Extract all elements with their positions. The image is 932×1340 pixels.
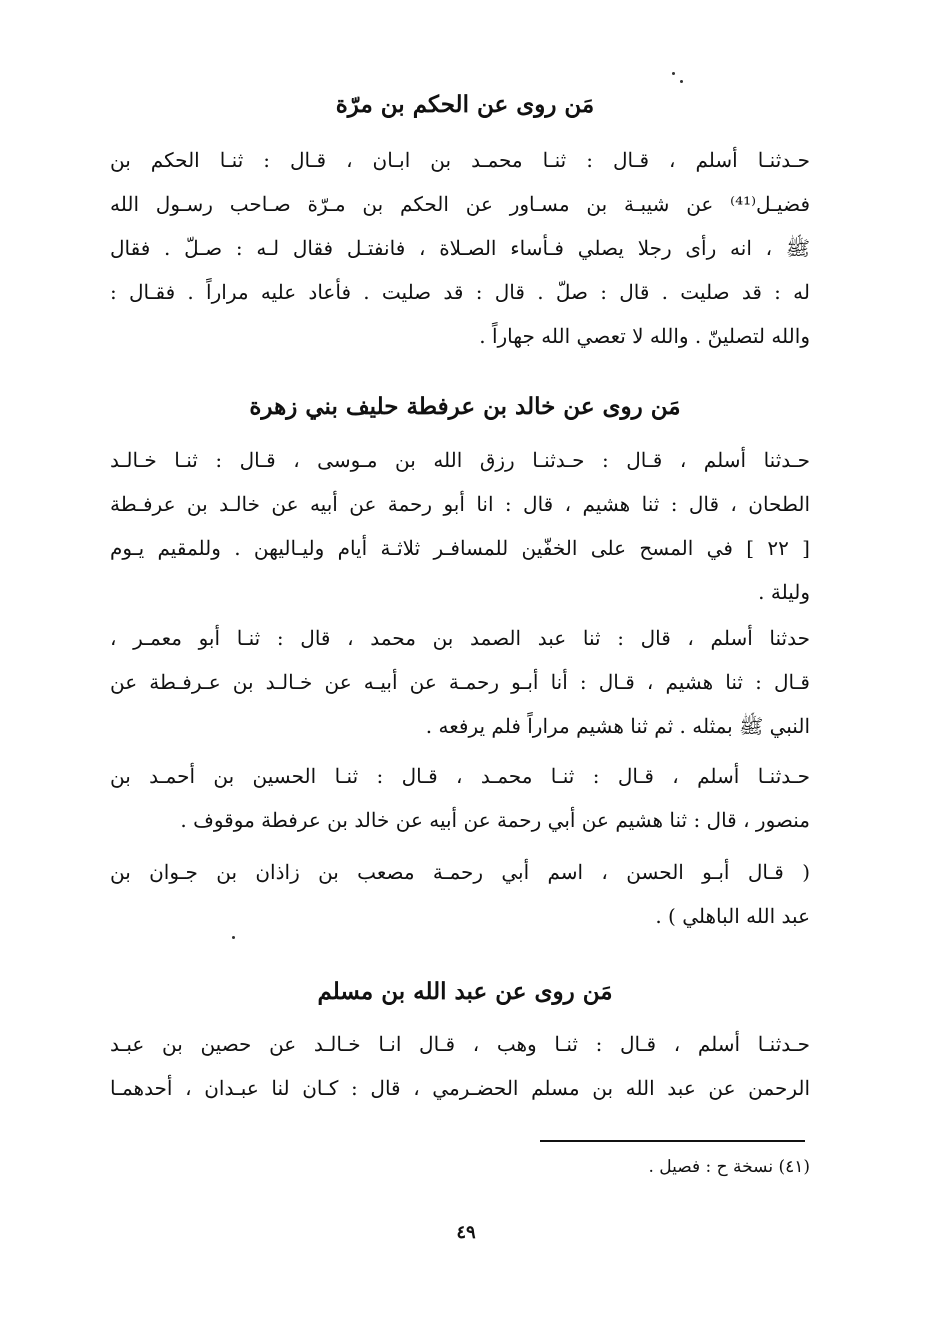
scan-speck	[680, 80, 683, 83]
text-line: حـدثنا أسلم ، قـال : حـدثنـا رزق الله بن مـوسى ، قـال : ثنـا خـالـد	[110, 448, 810, 472]
scan-speck	[672, 72, 675, 75]
text-line: حـدثنـا أسلم ، قـال : ثنـا محمـد ، قـال : ثنـا الحسين بن أحمـد بن	[110, 764, 810, 788]
section-heading: مَن روى عن الحكم بن مرّة	[335, 91, 595, 118]
text-line: له : قد صليت . قال : صلّ . قال : قد صليت . فأعاد عليه مراراً . فقـال :	[110, 280, 810, 304]
text-line: حدثنا أسلم ، قال : ثنا عبد الصمد بن محمد ، قال : ثنـا أبو معمـر ،	[110, 626, 810, 650]
section-heading: مَن روى عن عبد الله بن مسلم	[317, 978, 613, 1005]
text-line: حـدثنـا أسلم ، قـال : ثنـا محمـد بن ابـان ، قـال : ثنـا الحكم بن	[110, 148, 810, 172]
section-heading: مَن روى عن خالد بن عرفطة حليف بني زهرة	[249, 393, 681, 420]
text-line: الرحمن عن عبد الله بن مسلم الحضـرمي ، قال : كـان لنا عبـدان ، أحدهمـا	[110, 1076, 810, 1100]
text-line: الطحان ، قال : ثنا هشيم ، قال : انا أبو رحمة عن أبيه عن خالـد بن عرفـطة	[110, 492, 810, 516]
text-line: قـال : ثنا هشيم ، قـال : أنا أبـو رحمـة عن أبيـه عن خـالـد بن عـرفـطة عن	[110, 670, 810, 694]
text-line: حـدثنـا أسلم ، قـال : ثنـا وهب ، قـال انـا خـالـد عن حصين بن عبـد	[110, 1032, 810, 1056]
paragraph	[110, 616, 810, 748]
text-line: والله لتصلينّ . والله لا تعصي الله جهاراً .	[479, 324, 810, 348]
page-number: ٤٩	[456, 1222, 476, 1243]
footnote-divider	[540, 1140, 805, 1142]
paragraph	[110, 754, 810, 842]
paragraph	[110, 1022, 810, 1110]
text-line: فضيـل⁽⁴¹⁾ عن شيبـة بن مسـاور عن الحكم بن مـرّة صـاحب رسـول الله	[110, 192, 810, 216]
text-line: النبي ﷺ بمثله . ثم ثنا هشيم مراراً فلم يرفعه .	[425, 714, 810, 738]
text-line: [ ٢٢ ] في المسح على الخفّين للمسافـر ثلاثـة أيام وليـاليهن . وللمقيم يـوم	[110, 536, 810, 560]
footnote: (٤١) نسخة ح : فصيل .	[648, 1157, 810, 1177]
paragraph	[110, 138, 810, 358]
text-line: وليلة .	[758, 580, 810, 604]
scan-speck	[232, 936, 235, 939]
text-line: ﷺ ، انه رأى رجلا يصلي فـأساء الصـلاة ، فانفتـل فقال لـه : صـلّ . فقال	[110, 236, 810, 260]
paragraph	[110, 438, 810, 614]
text-line: منصور ، قال : ثنا هشيم عن أبي رحمة عن أبيه عن خالد بن عرفطة موقوف .	[180, 808, 810, 832]
paragraph	[110, 850, 810, 938]
text-line: ( قـال أبـو الحسن ، اسم أبي رحمـة مصعب بن زاذان بن جـوان بن	[110, 860, 810, 884]
text-line: عبد الله الباهلي ) .	[655, 904, 810, 928]
